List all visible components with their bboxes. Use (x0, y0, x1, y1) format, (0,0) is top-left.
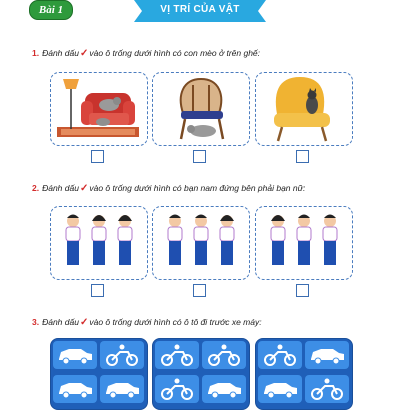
picture-card-vehicles-1 (50, 338, 148, 410)
car-icon (53, 341, 97, 369)
girl-figure (92, 215, 106, 265)
boy-figure (323, 215, 337, 266)
picture-card-vehicles-2 (152, 338, 250, 410)
question-3 (32, 317, 262, 328)
tile-car (53, 375, 97, 403)
motorbike-icon (155, 341, 199, 369)
three-children-illustration (153, 207, 249, 279)
picture-card-children-3 (255, 206, 353, 280)
question-text-end: vào ô trống dưới hình có bạn nam đứng bên phải bạn nữ: (89, 183, 306, 193)
question-number: 1. (32, 48, 40, 58)
question-text-start: Đánh dấu (42, 183, 79, 193)
tile-car (202, 375, 246, 403)
picture-card-cat-on-armchair (255, 72, 353, 146)
motorbike-icon (258, 341, 302, 369)
lesson-badge: Bài 1 (29, 0, 73, 20)
question-text-end: vào ô trống dưới hình có ô tô đi trước xe máy: (89, 317, 262, 327)
boy-figure (297, 215, 311, 266)
answer-checkbox-2b[interactable] (193, 284, 206, 297)
question-number: 3. (32, 317, 40, 327)
question-1 (32, 48, 260, 59)
tile-car (258, 375, 302, 403)
tile-motorbike (202, 341, 246, 369)
chair-with-cat-illustration (153, 73, 249, 145)
motorbike-icon (100, 341, 144, 369)
boy-figure (168, 215, 182, 266)
question-text-start: Đánh dấu (42, 48, 79, 58)
tile-motorbike (155, 375, 199, 403)
checkmark-icon: ✓ (79, 317, 89, 328)
girl-figure (220, 215, 234, 265)
tile-car (100, 375, 144, 403)
picture-card-cat-on-sofa (50, 72, 148, 146)
sofa-with-cat-illustration (51, 73, 147, 145)
motorbike-icon (155, 375, 199, 403)
question-number: 2. (32, 183, 40, 193)
tile-motorbike (305, 375, 349, 403)
car-icon (305, 341, 349, 369)
answer-checkbox-1b[interactable] (193, 150, 206, 163)
three-children-illustration (51, 207, 147, 279)
armchair-with-cat-illustration (256, 73, 352, 145)
tile-motorbike (100, 341, 144, 369)
picture-card-children-2 (152, 206, 250, 280)
boy-figure (194, 215, 208, 266)
answer-checkbox-1a[interactable] (91, 150, 104, 163)
girl-figure (271, 215, 285, 265)
checkmark-icon: ✓ (79, 48, 89, 59)
car-icon (53, 375, 97, 403)
tile-car (305, 341, 349, 369)
picture-card-children-1 (50, 206, 148, 280)
motorbike-icon (202, 341, 246, 369)
car-icon (100, 375, 144, 403)
car-icon (258, 375, 302, 403)
page-title: VỊ TRÍ CỦA VẬT (160, 4, 240, 15)
car-icon (202, 375, 246, 403)
answer-checkbox-1c[interactable] (296, 150, 309, 163)
tile-motorbike (258, 341, 302, 369)
picture-card-vehicles-3 (255, 338, 353, 410)
tile-motorbike (155, 341, 199, 369)
girl-figure (118, 215, 132, 265)
three-children-illustration (256, 207, 352, 279)
boy-figure (66, 215, 80, 266)
answer-checkbox-2a[interactable] (91, 284, 104, 297)
picture-card-cat-under-chair (152, 72, 250, 146)
checkmark-icon: ✓ (79, 183, 89, 194)
question-text-end: vào ô trống dưới hình có con mèo ở trên ghế: (89, 48, 261, 58)
motorbike-icon (305, 375, 349, 403)
question-text-start: Đánh dấu (42, 317, 79, 327)
tile-car (53, 341, 97, 369)
answer-checkbox-2c[interactable] (296, 284, 309, 297)
question-2 (32, 183, 305, 194)
